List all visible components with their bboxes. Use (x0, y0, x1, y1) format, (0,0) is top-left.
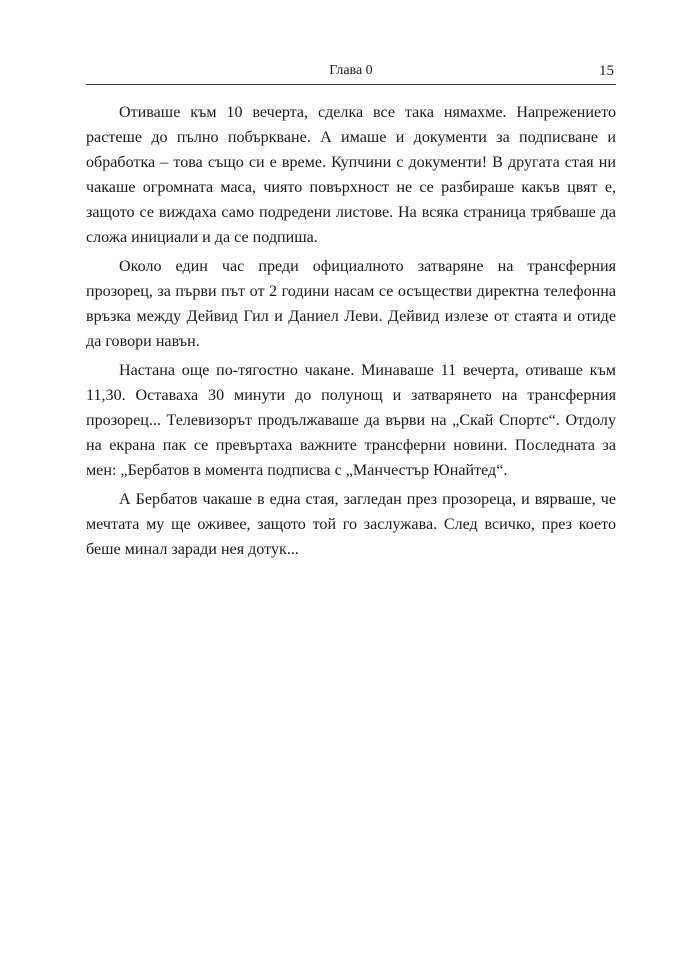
paragraph: Около един час преди официалното затваряне на трансферния прозорец, за първи път от 2 години насам се осъществи директна телефонна връзка между Дейвид Гил и Даниел Леви. Дейвид излезе от стаята и отиде да говори навън. (86, 258, 616, 350)
paragraph: Отиваше към 10 вечерта, сделка все така нямахме. Напрежението растеше до пълно побъркване. А имаше и документи за подписване и обработка – това също си е време. Купчини с документи! В другата стая ни чакаше огромната маса, чиято повърхност не се разбираше какъв цвят е, защото се виждаха само подредени листове. На всяка страница трябваше да сложа инициали и да се подпиша. (86, 104, 616, 246)
chapter-title: Глава 0 (329, 63, 373, 78)
page-number: 15 (599, 63, 614, 79)
paragraph: А Бербатов чакаше в една стая, загледан през прозореца, и вярваше, че мечтата му ще оживее, защото той го заслужава. След всичко, през което беше минал заради нея дотук... (86, 491, 616, 558)
paragraph: Настана още по-тягостно чакане. Минаваше 11 вечерта, отиваше към 11,30. Оставаха 30 минути до полунощ и затварянето на трансферния прозорец... Телевизорът продължаваше да върви на „Скай Спортс“. Отдолу на екрана пак се превъртаха важните трансферни новини. Последната за мен: „Бербатов в момента подписва с „Манчестър Юнайтед“. (86, 362, 616, 479)
running-head (86, 61, 616, 81)
header-rule (86, 84, 616, 85)
body-text (86, 100, 616, 566)
